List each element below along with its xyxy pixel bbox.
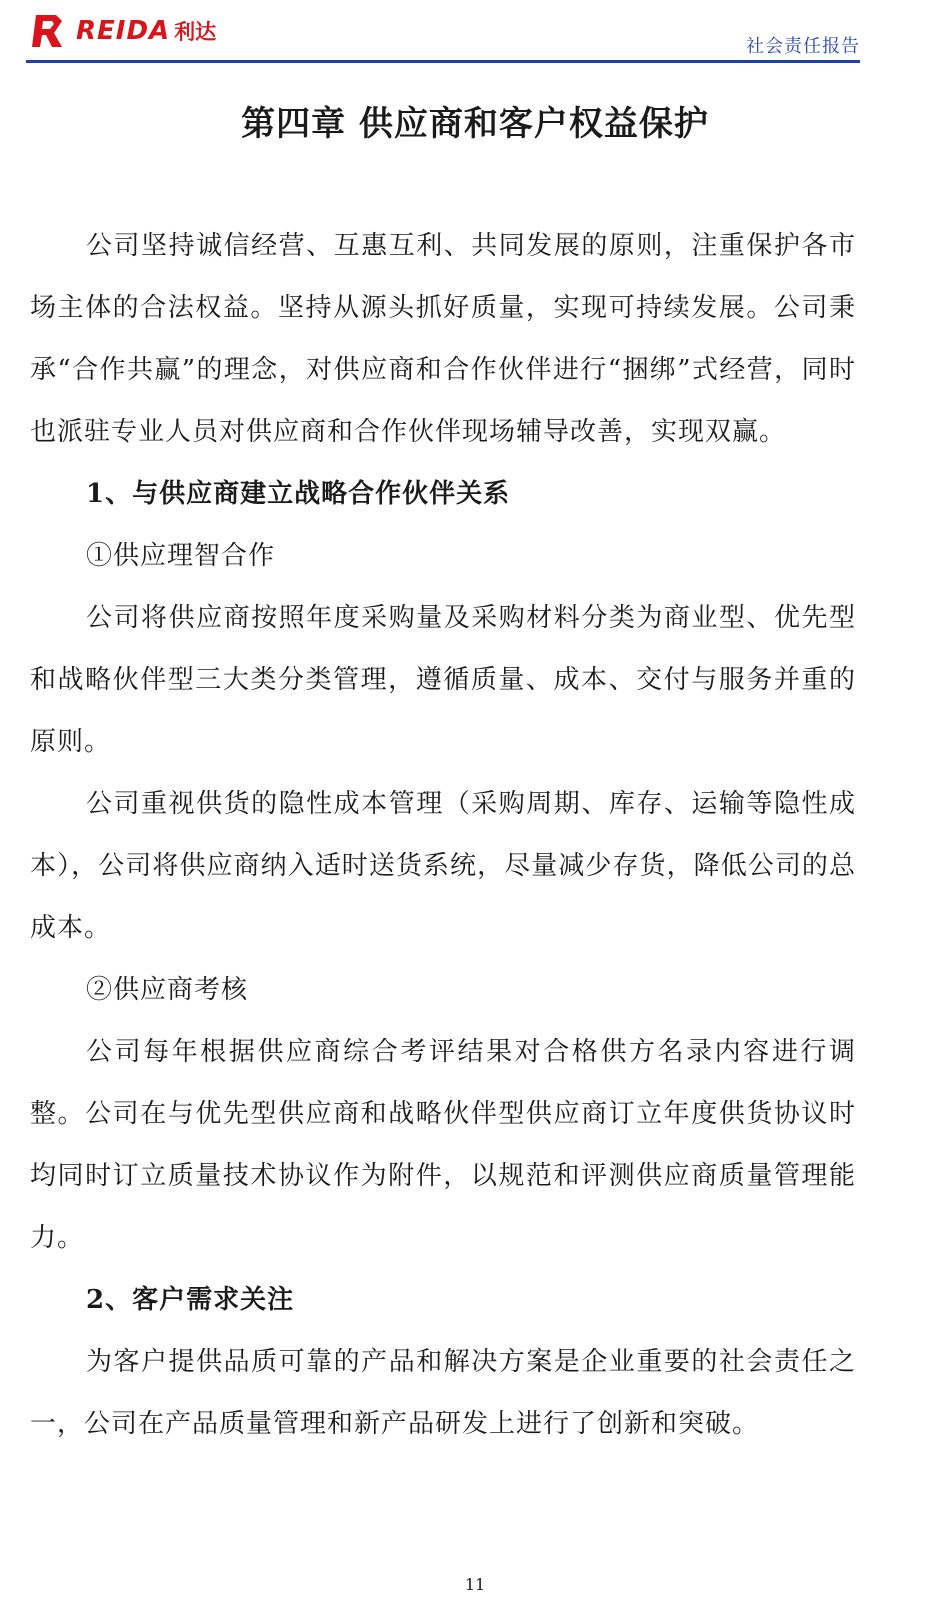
header-divider [26, 60, 860, 63]
section-1-paragraph-1: 公司将供应商按照年度采购量及采购材料分类为商业型、优先型和战略伙伴型三大类分类管理，遵循质量、成本、交付与服务并重的原则。 [30, 603, 856, 757]
logo-chinese-name: 利达 [174, 20, 217, 44]
report-title: 社会责任报告 [746, 36, 860, 57]
page-header [26, 0, 906, 66]
reida-logo-mark-icon [32, 11, 70, 51]
subsection-1-heading: ①供应理智合作 [86, 541, 276, 571]
logo-wordmark: REIDA [76, 16, 171, 46]
body-content [30, 215, 856, 1455]
reida-logo [32, 6, 216, 56]
section-1-heading: 1、与供应商建立战略合作伙伴关系 [86, 479, 511, 509]
intro-paragraph: 公司坚持诚信经营、互惠互利、共同发展的原则，注重保护各市场主体的合法权益。坚持从源头抓好质量，实现可持续发展。公司秉承“合作共赢”的理念，对供应商和合作伙伴进行“捆绑”式经营，同时也派驻专业人员对供应商和合作伙伴现场辅导改善，实现双赢。 [30, 231, 856, 447]
subsection-2-heading: ②供应商考核 [86, 975, 249, 1005]
page-number: 11 [464, 1575, 486, 1594]
section-1-paragraph-2: 公司重视供货的隐性成本管理（采购周期、库存、运输等隐性成本），公司将供应商纳入适时送货系统，尽量减少存货，降低公司的总成本。 [30, 789, 856, 943]
chapter-title: 第四章 供应商和客户权益保护 [241, 104, 709, 144]
section-2-paragraph-1: 为客户提供品质可靠的产品和解决方案是企业重要的社会责任之一，公司在产品质量管理和新产品研发上进行了创新和突破。 [30, 1347, 856, 1439]
section-2-heading: 2、客户需求关注 [86, 1285, 295, 1315]
section-1-paragraph-3: 公司每年根据供应商综合考评结果对合格供方名录内容进行调整。公司在与优先型供应商和战略伙伴型供应商订立年度供货协议时均同时订立质量技术协议作为附件，以规范和评测供应商质量管理能力。 [30, 1037, 856, 1253]
